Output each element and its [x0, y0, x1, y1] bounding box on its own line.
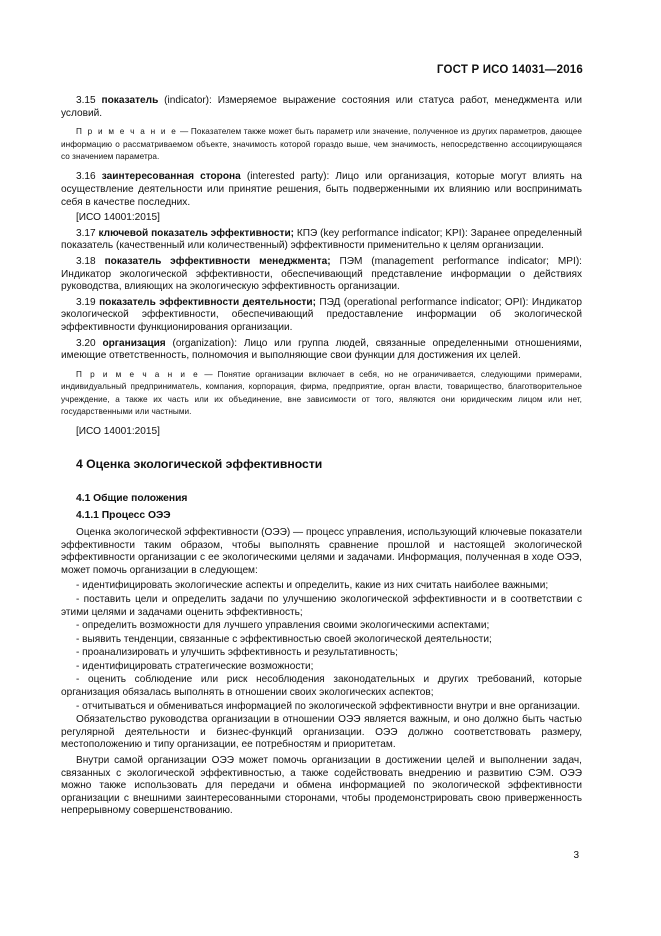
paragraph: Внутри самой организации ОЭЭ может помочь организации в достижении целей и выполнении задач, связанных с экологической эффективностью, а также содействовать внедрению и развитию СЭМ. ОЭЭ можно также использовать для передачи и обмена информацией по экологической эффективности организации с внешними заинтересованными сторонами, чтобы продемонстрировать свою приверженность непрерывному совершенствованию.	[61, 755, 582, 817]
note-organization: П р и м е ч а н и е — Понятие организации включает в себя, но не ограничивается, следующими примерами, индивидуальный предприниматель, компания, корпорация, фирма, предприятие, орган власти, товарищество, благотворительное учреждение, а также их часть или их объединение, вне зависимости от того, являются они юридическим лицом или нет, государственными или частными.	[61, 369, 582, 416]
document-body	[61, 95, 582, 821]
list-item: - оценить соблюдение или риск несоблюдения законодательных и других требований, которые организация обязалась выполнять в отношении своих экологических аспектов;	[61, 674, 582, 699]
list-item: - проанализировать и улучшить эффективность и результативность;	[76, 647, 398, 659]
list-item: - определить возможности для лучшего управления своими экологическими аспектами;	[76, 620, 490, 632]
subsection-title: 4.1 Общие положения	[76, 492, 188, 504]
subsection-title: 4.1.1 Процесс ОЭЭ	[76, 509, 171, 521]
list-item: - идентифицировать стратегические возможности;	[76, 660, 314, 672]
paragraph: Обязательство руководства организации в отношении ОЭЭ является важным, и оно должно быть частью регулярной деятельности и бизнес-функций организации. ОЭЭ должно соответствовать размеру, местоположению и типу организации, ее потребностям и приоритетам.	[61, 714, 582, 751]
definition-3-15: 3.15 показатель (indicator): Измеряемое выражение состояния или статуса работ, менеджмента или условий.	[61, 95, 582, 119]
definition-3-17: 3.17 ключевой показатель эффективности; КПЭ (key performance indicator; KPI): Заранее определенный показатель (качественный или количественный) эффективности применительно к целям организации.	[61, 227, 582, 252]
definition-3-16: 3.16 заинтересованная сторона (interested party): Лицо или организация, которые могут влиять на осуществление деятельности или принятие решения, быть подверженными их влиянию или воспринимать себя в качестве последних.	[61, 171, 582, 208]
reference-iso: [ИСО 14001:2015]	[76, 426, 160, 438]
document-header: ГОСТ Р ИСО 14031—2016	[436, 64, 583, 76]
definition-3-18: 3.18 показатель эффективности менеджмента; ПЭМ (management performance indicator; MPI): Индикатор экологической эффективности, обеспечивающий представление информации о действиях руководства, влияющих на экологическую эффективность организации.	[61, 255, 582, 293]
list-item: - отчитываться и обмениваться информацией по экологической эффективности внутри и вне организации.	[76, 700, 581, 712]
note-indicator: П р и м е ч а н и е — Показателем также может быть параметр или значение, полученное из других параметров, дающее информацию о рассматриваемом объекте, значимость которой гораздо выше, чем значимость, непосредственно ассоциирующаяся со значением параметра.	[61, 127, 582, 161]
reference-iso: [ИСО 14001:2015]	[76, 212, 160, 224]
definition-3-20: 3.20 организация (organization): Лицо или группа людей, связанные определенными отношениями, имеющие ответственность, полномочия и выполняющие свои функции для достижения их целей.	[61, 337, 582, 362]
list-item: - выявить тенденции, связанные с эффективностью своей экологической деятельности;	[76, 633, 492, 645]
section-title: 4 Оценка экологической эффективности	[76, 456, 323, 471]
list-item: - идентифицировать экологические аспекты и определить, какие из них считать наиболее важными;	[76, 580, 549, 592]
page-number: 3	[573, 850, 579, 861]
paragraph: Оценка экологической эффективности (ОЭЭ) — процесс управления, использующий ключевые показатели эффективности таким образом, чтобы выполнять сравнение прошлой и настоящей экологической эффективности организации с ее экологическими целями и задачами. Информация, полученная в ходе ОЭЭ, может помочь организации в следующем:	[61, 526, 582, 576]
definition-3-19: 3.19 показатель эффективности деятельности; ПЭД (operational performance indicator; OPI): Индикатор экологической эффективности, обеспечивающий предоставление информации об экологической эффективности функционирования организации.	[61, 296, 582, 333]
list-item: - поставить цели и определить задачи по улучшению экологической эффективности и в соответствии с этими целями и задачами оценить эффективность;	[61, 593, 582, 618]
